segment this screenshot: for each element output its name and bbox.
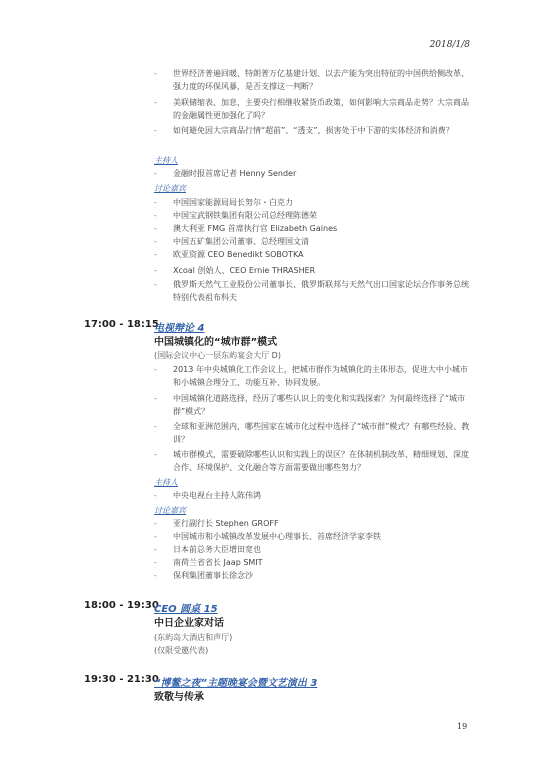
session-title: 中日企业家对话 xyxy=(154,618,224,629)
list-item: - 全球和亚洲范围内，哪些国家在城市化过程中选择了“城市群”模式？有哪些经验、教训？ xyxy=(154,422,470,444)
bullet-dash: - xyxy=(154,250,157,259)
session-note: (仅限受邀代表) xyxy=(154,646,209,655)
moderator-label: 主持人 xyxy=(154,156,178,165)
session-link[interactable]: CEO 圆桌 15 xyxy=(154,604,218,615)
bullet-dash: - xyxy=(154,558,157,567)
panelist-item: - 俄罗斯天然气工业股份公司董事长、俄罗斯联邦与天然气出口国家论坛合作事务总统特别代表祖布科夫 xyxy=(154,280,469,302)
session-venue: (东屿岛大酒店和声厅) xyxy=(154,633,233,642)
list-item: - 中国城镇化道路选择，经历了哪些认识上的变化和实践探索？为何最终选择了“城市群”模式？ xyxy=(154,394,466,416)
bullet-dash: - xyxy=(154,491,157,500)
bullet-dash: - xyxy=(154,224,157,233)
bullet-dash: - xyxy=(154,394,157,403)
session-time: 17:00 - 18:15 xyxy=(84,319,159,330)
list-item: - 2013 年中央城镇化工作会议上，把城市群作为城镇化的主体形态，促进大中小城市和小城镇合理分工、功能互补、协同发展。 xyxy=(154,365,468,387)
session-time: 18:00 - 19:30 xyxy=(84,600,159,611)
list-item: - 世界经济普遍回暖、特朗普万亿基建计划、以去产能为突出特征的中国供给侧改革、强力度的环保风暴，是否支撑这一判断？ xyxy=(154,69,469,91)
bullet-dash: - xyxy=(154,450,157,459)
bullet-dash: - xyxy=(154,266,157,275)
session-venue: (国际会议中心一层东屿宴会大厅 D) xyxy=(154,351,281,360)
page-date: 2018/1/8 xyxy=(429,40,470,50)
bullet-dash: - xyxy=(154,98,157,107)
page-number: 19 xyxy=(457,722,468,731)
session-title: 致敬与传承 xyxy=(154,692,204,703)
bullet-dash: - xyxy=(154,211,157,220)
moderator-label: 主持人 xyxy=(154,478,178,487)
session-link[interactable]: 电视辩论 4 xyxy=(154,323,205,334)
panel-label: 讨论嘉宾 xyxy=(154,506,186,515)
bullet-dash: - xyxy=(154,532,157,541)
bullet-dash: - xyxy=(154,365,157,374)
list-item: - 如何避免因大宗商品行情“超前”、“透支”，损害处于中下游的实体经济和消费？ xyxy=(154,126,454,135)
panel-label: 讨论嘉宾 xyxy=(154,184,186,193)
bullet-dash: - xyxy=(154,280,157,289)
list-item: - 城市群模式，需要破除哪些认识和实践上的误区？在体制机制改革、精细规划、深度合作、环境保护、文化融合等方面需要做出哪些努力？ xyxy=(154,450,469,472)
session-time: 19:30 - 21:30 xyxy=(84,674,159,685)
bullet-dash: - xyxy=(154,519,157,528)
session-title: 中国城镇化的“城市群”模式 xyxy=(154,337,278,348)
bullet-dash: - xyxy=(154,198,157,207)
list-item: - 美联储缩表、加息，主要央行相继收紧货币政策，如何影响大宗商品走势？大宗商品的金融属性更加强化了吗？ xyxy=(154,98,469,120)
bullet-dash: - xyxy=(154,571,157,580)
bullet-dash: - xyxy=(154,422,157,431)
bullet-dash: - xyxy=(154,237,157,246)
bullet-dash: - xyxy=(154,69,157,78)
bullet-dash: - xyxy=(154,545,157,554)
session-link[interactable]: “博鳌之夜”主题晚宴会暨文艺演出 3 xyxy=(154,678,318,689)
bullet-dash: - xyxy=(154,169,157,178)
bullet-dash: - xyxy=(154,126,157,135)
